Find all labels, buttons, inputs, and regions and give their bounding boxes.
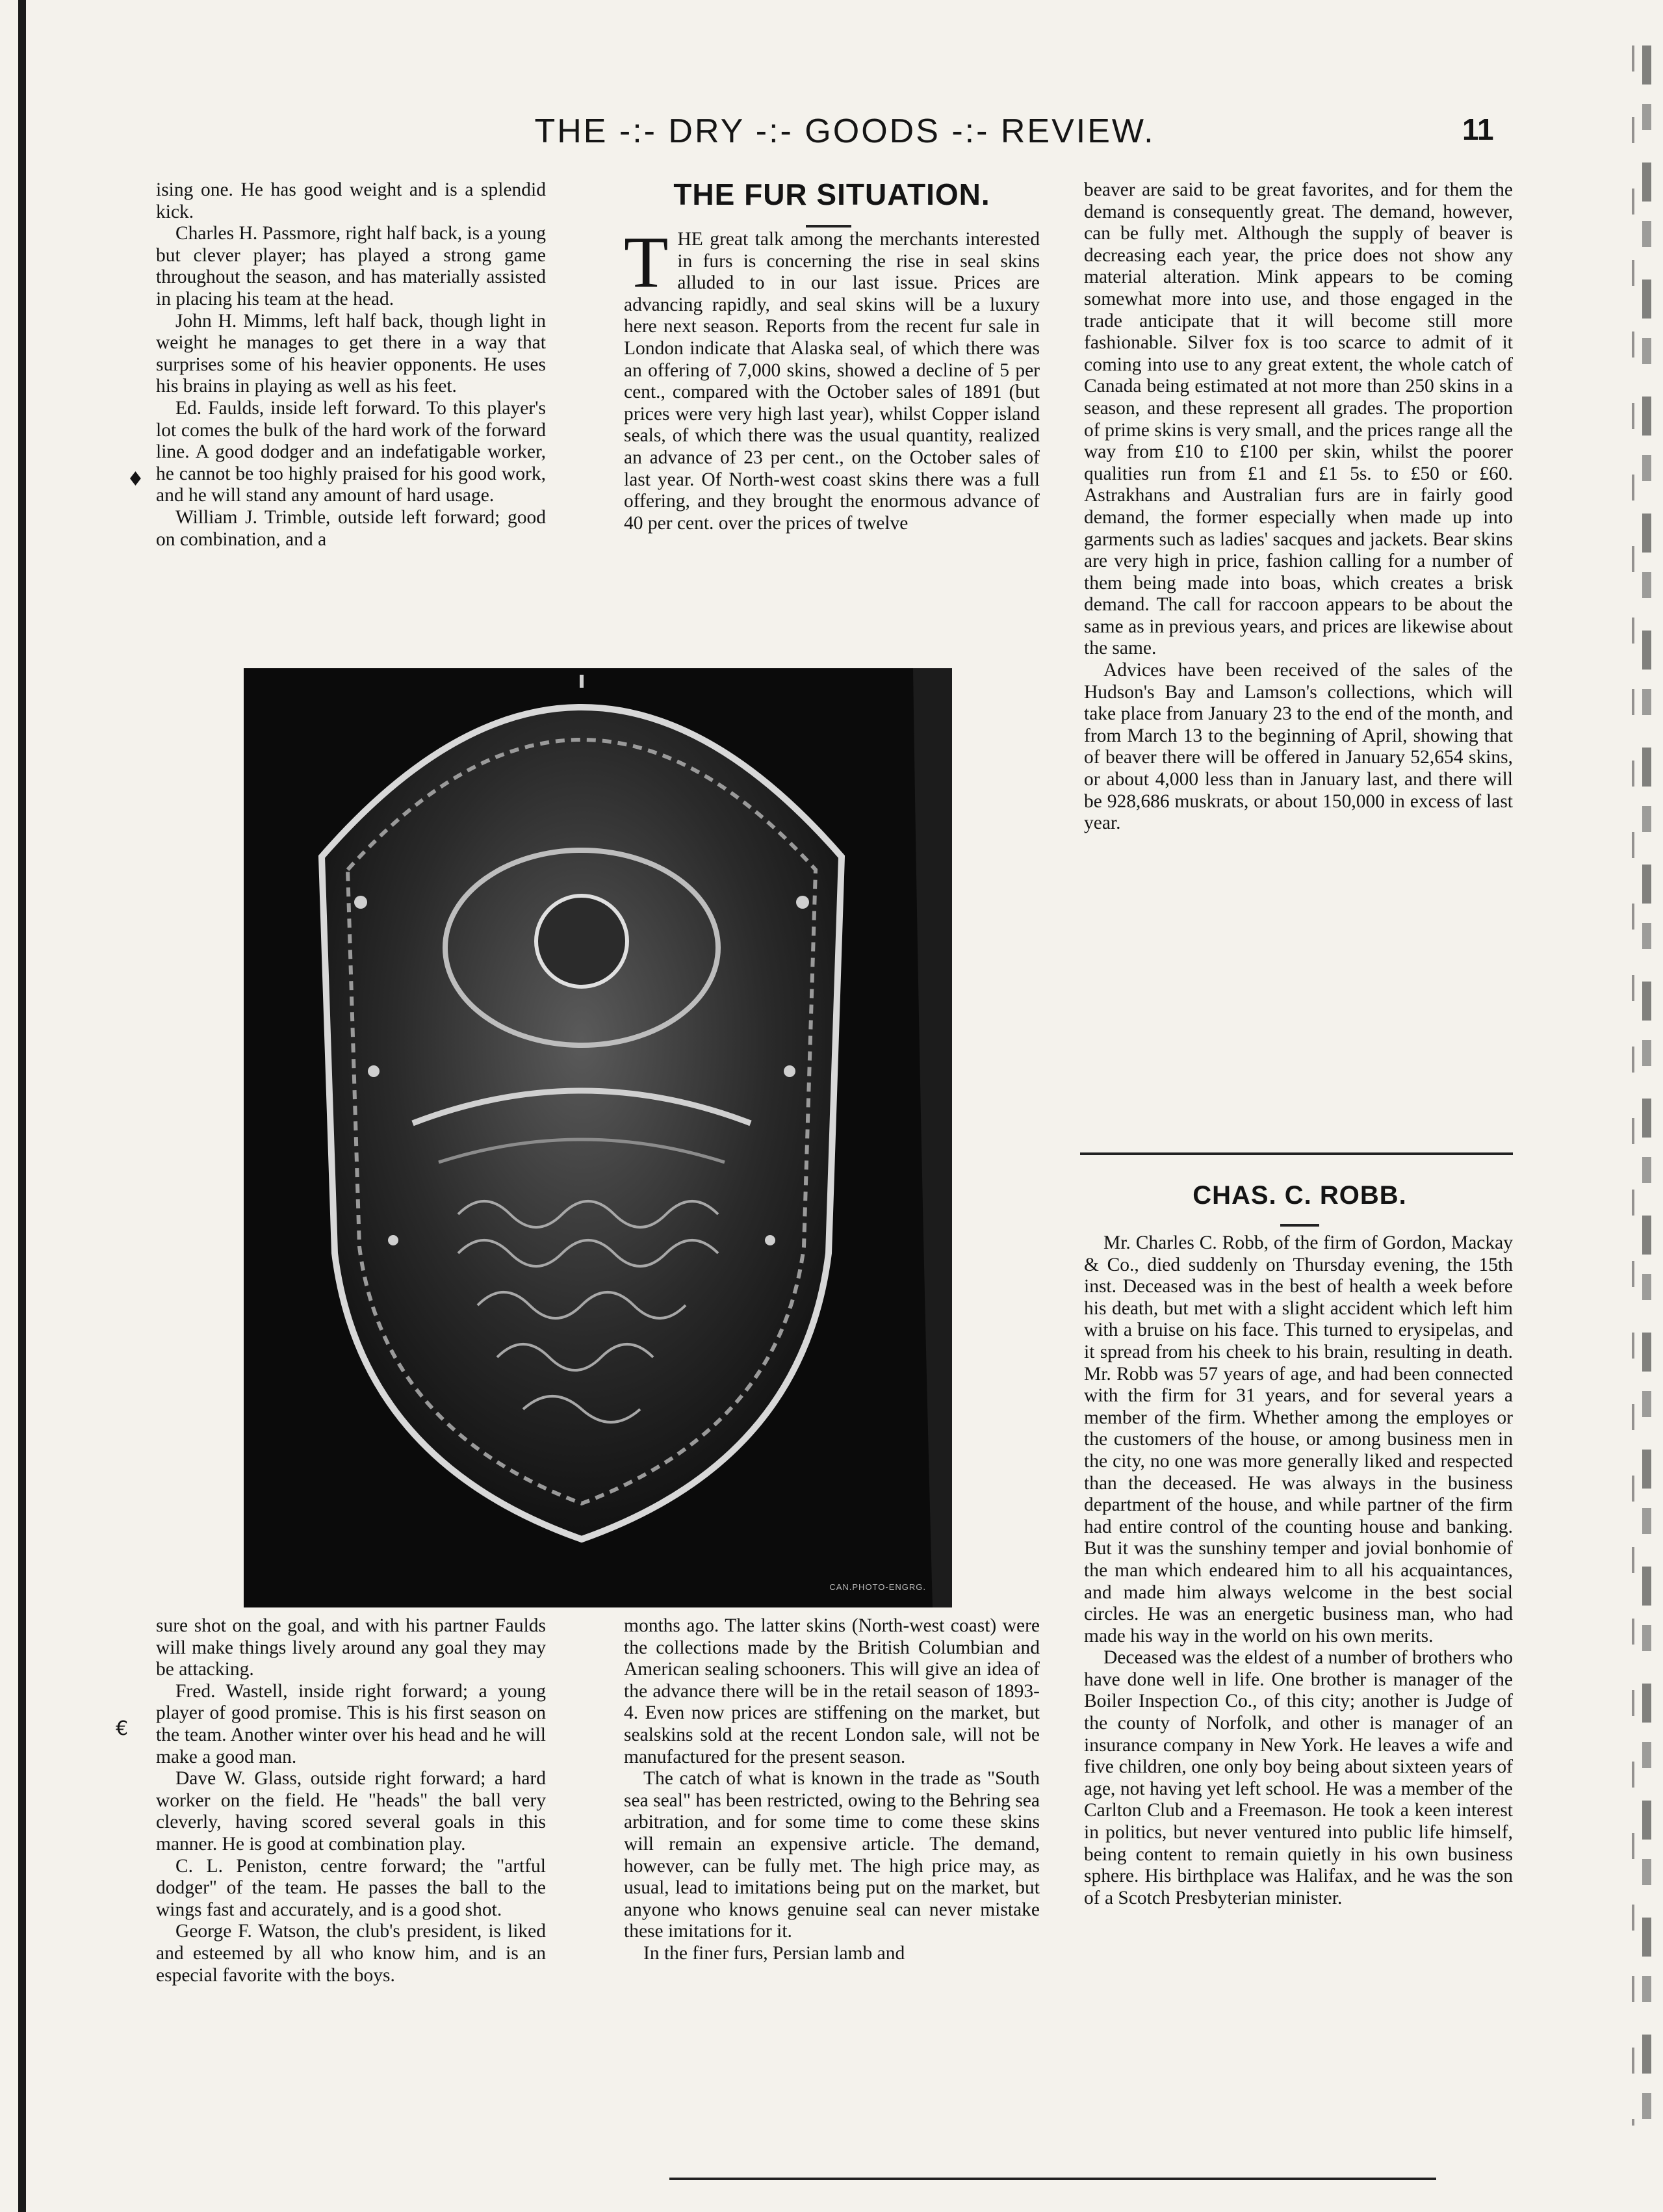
running-header: THE -:- DRY -:- GOODS -:- REVIEW. bbox=[534, 112, 1155, 150]
paragraph: Charles H. Passmore, right half back, is a young but clever player; has played a strong game throughout the season, and has materially assisted in placing his team at the head. bbox=[156, 223, 546, 309]
fur-column-top bbox=[624, 222, 1040, 534]
paragraph: sure shot on the goal, and with his partner Faulds will make things lively around any goal they may be attacking. bbox=[156, 1615, 546, 1680]
paragraph: The catch of what is known in the trade as "South sea seal" has been restricted, owing to the Behring sea arbitration, and for some time to come these skins will remain an expensive article. The demand, however, can be fully met. The high price may, as usual, lead to imitations being put on the market, but anyone who knows genuine seal can never mistake these imitations for it. bbox=[624, 1768, 1040, 1942]
left-column-top bbox=[156, 179, 546, 551]
paragraph: William J. Trimble, outside left forward; good on combination, and a bbox=[156, 506, 546, 550]
article-separator bbox=[1080, 1152, 1513, 1155]
right-edge-binding bbox=[1642, 46, 1651, 2126]
drop-cap: T bbox=[624, 222, 669, 303]
margin-mark: € bbox=[116, 1717, 129, 1740]
heading-rule bbox=[1280, 1224, 1319, 1227]
engraver-credit: CAN.PHOTO-ENGRG. bbox=[829, 1582, 926, 1592]
margin-mark: ♦ bbox=[127, 468, 144, 491]
article-heading-robb: CHAS. C. ROBB. bbox=[1192, 1181, 1407, 1210]
paragraph bbox=[624, 222, 1040, 534]
shield-trophy-photo bbox=[244, 668, 952, 1607]
paragraph: George F. Watson, the club's president, is liked and esteemed by all who know him, and is an especial favorite with the boys. bbox=[156, 1921, 546, 1986]
page-number: 11 bbox=[1462, 112, 1494, 146]
fur-column-bottom bbox=[624, 1615, 1040, 1965]
article-heading-fur: THE FUR SITUATION. bbox=[673, 177, 990, 211]
shield-illustration bbox=[244, 668, 952, 1607]
paragraph: months ago. The latter skins (North-west coast) were the collections made by the British Columbian and American sealing schooners. This will give an idea of the advance there will be in the retail season of 1893-4. Even now prices are stiffening on the market, but sealskins sold at the recent London sale, will not be manufactured for the present season. bbox=[624, 1615, 1040, 1767]
paragraph: In the finer furs, Persian lamb and bbox=[643, 1942, 905, 1964]
right-column-top bbox=[1084, 179, 1513, 835]
paragraph: beaver are said to be great favorites, and for them the demand is consequently great. The demand, however, can be fully met. Although the supply of beaver is decreasing each year, the price does not show any material alteration. Mink appears to be coming somewhat more into use, and those engaged in the trade anticipate that it will become still more fashionable. Silver fox is too scarce to admit of it coming into use to any great extent, the whole catch of Canada being estimated at not more than 250 skins in a season, and these represent all grades. The proportion of prime skins is very small, and the prices range all the way from £10 to £100 per skin, whilst the poorer qualities run from £1 and £1 5s. to £50 or £60. Astrakhans and Australian furs are in fairly good demand, the former especially when made up into garments such as ladies' sacques and jackets. Bear skins are very high in price, fashion calling for a number of them being made into boas, which creates a brisk demand. The call for raccoon appears to be about the same as in previous years, and prices are likewise about the same. bbox=[1084, 179, 1513, 659]
paragraph: Deceased was the eldest of a number of brothers who have done well in life. One brother is manager of the Boiler Inspection Co., of this city; another is Judge of the county of Norfolk, and other is manager of an insurance company in New York. He leaves a wife and five children, one only boy being about sixteen years of age, not having yet left school. He was a member of the Carlton Club and a Freemason. He took a keen interest in politics, but never ventured into public life himself, being content to remain quietly in his own business sphere. His birthplace was Halifax, and he was the son of a Scotch Presbyterian minister. bbox=[1084, 1647, 1513, 1908]
robb-column bbox=[1084, 1232, 1513, 1909]
paragraph: Fred. Wastell, inside right forward; a young player of good promise. This is his first season on the team. Another winter over his head and he will make a good man. bbox=[156, 1680, 546, 1767]
paragraph: Dave W. Glass, outside right forward; a hard worker on the field. He "heads" the ball very cleverly, having scored several goals in this manner. He is good at combination play. bbox=[156, 1768, 546, 1854]
paragraph-text: HE great talk among the merchants interested in furs is concerning the rise in seal skins alluded to in our last issue. Prices are advancing rapidly, and seal skins will be a luxury here next season. Reports from the recent fur sale in London indicate that Alaska seal, of which there was an offering of 7,000 skins, showed a decline of 5 per cent., compared with the October sales of 1891 (but prices were very high last year), whilst Copper island seals, of which there was the usual quantity, realized an advance of 23 per cent., on the October sales of last year. Of North-west coast skins there was a full offering, and they brought the enormous advance of 40 per cent. over the prices of twelve bbox=[624, 229, 1040, 534]
paragraph: Ed. Faulds, inside left forward. To this player's lot comes the bulk of the hard work of the forward line. A good dodger and an indefatigable worker, he cannot be too highly praised for his good work, and he will stand any amount of hard usage. bbox=[156, 397, 546, 506]
paragraph: John H. Mimms, left half back, though light in weight he manages to get there in a way that surprises some of his heavier opponents. He uses his brains in playing as well as his feet. bbox=[156, 310, 546, 397]
paragraph: Advices have been received of the sales of the Hudson's Bay and Lamson's collections, which will take place from January 23 to the end of the month, and from March 13 to the beginning of April, showing that of beaver there will be offered in January 52,654 skins, or about 4,000 less than in January last, and there will be 928,686 muskrats, or about 150,000 in excess of last year. bbox=[1084, 660, 1513, 834]
right-edge-binding-thin bbox=[1632, 46, 1634, 2126]
left-margin-rule bbox=[18, 0, 26, 2212]
paragraph: C. L. Peniston, centre forward; the "artful dodger" of the team. He passes the ball to the wings fast and accurately, and is a good shot. bbox=[156, 1855, 546, 1920]
left-column-bottom bbox=[156, 1615, 546, 1986]
paragraph: ising one. He has good weight and is a splendid kick. bbox=[156, 179, 546, 222]
bottom-rule bbox=[669, 2178, 1436, 2180]
paragraph: Mr. Charles C. Robb, of the firm of Gordon, Mackay & Co., died suddenly on Thursday evening, the 15th inst. Deceased was in the best of health a week before his death, but met with a slight accident which left him with a bruise on his face. This turned to erysipelas, and it spread from his cheek to his brain, resulting in death. Mr. Robb was 57 years of age, and had been connected with the firm for 31 years, and for several years a member of the firm. Whether among the employes or the customers of the house, or among business men in the city, no one was more generally liked and respected than the deceased. He was always in the business department of the house, and while partner of the firm had entire control of the counting house and banking. But it was the sunshiny temper and jovial bonhomie of the man which endeared him to all his acquaintances, and made him always welcome in the best social circles. He was an energetic business man, who had made his way in the world on his own merits. bbox=[1084, 1232, 1513, 1646]
heading-rule bbox=[806, 225, 851, 228]
